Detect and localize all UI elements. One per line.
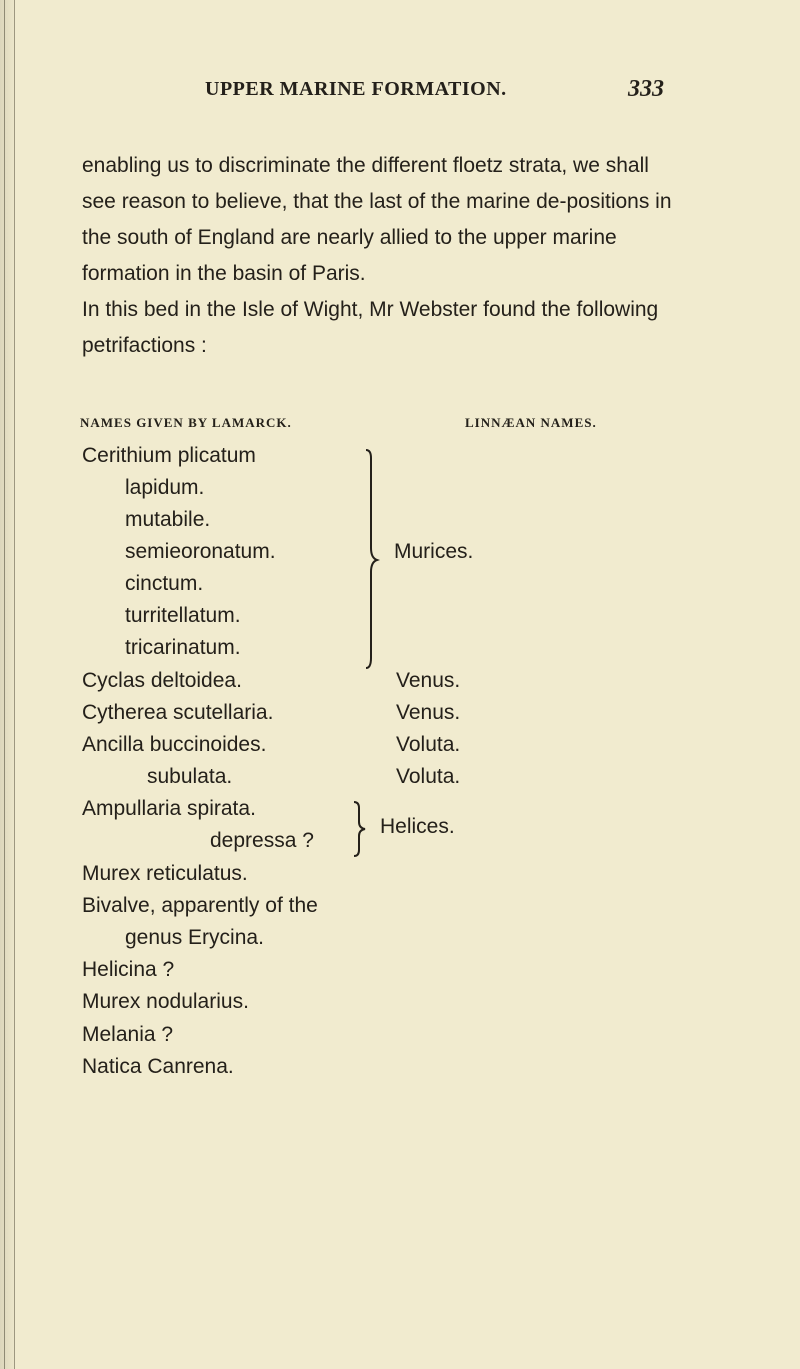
list-item: Cerithium plicatum (82, 444, 256, 467)
page-number: 333 (628, 76, 664, 102)
list-item: cinctum. (125, 572, 204, 595)
list-item-voluta: Voluta. (396, 765, 461, 788)
brace-cerithium (364, 448, 380, 670)
list-item-murices: Murices. (394, 540, 474, 563)
list-item: lapidum. (125, 476, 205, 499)
list-item-helices: Helices. (380, 815, 455, 838)
list-item-venus: Venus. (396, 701, 461, 724)
list-item: Natica Canrena. (82, 1055, 234, 1078)
column-header-lamarck: NAMES GIVEN BY LAMARCK. (80, 415, 292, 430)
list-item: subulata. (147, 765, 233, 788)
book-spine-edge (0, 0, 15, 1369)
book-spine-line (4, 0, 5, 1369)
paragraph-1: enabling us to discriminate the different floetz strata, we shall see reason to believe, that the last of the marine de-positions in the south of England are nearly allied to the upper marine formation in the basin of Paris. (82, 154, 672, 285)
list-item: Murex nodularius. (82, 990, 249, 1013)
list-item: tricarinatum. (125, 636, 241, 659)
list-item-voluta: Voluta. (396, 733, 461, 756)
list-item: turritellatum. (125, 604, 241, 627)
list-item: Cyclas deltoidea. (82, 669, 242, 692)
list-item: Ampullaria spirata. (82, 797, 256, 820)
list-item: depressa ? (210, 829, 314, 852)
list-item: mutabile. (125, 508, 211, 531)
brace-ampullaria (352, 800, 368, 858)
list-item: genus Erycina. (125, 926, 264, 949)
list-item: Ancilla buccinoides. (82, 733, 267, 756)
list-item: Melania ? (82, 1023, 174, 1046)
list-item: semieoronatum. (125, 540, 276, 563)
list-item: Murex reticulatus. (82, 862, 248, 885)
running-head: UPPER MARINE FORMATION. (205, 78, 507, 100)
list-item-venus: Venus. (396, 669, 461, 692)
list-item: Cytherea scutellaria. (82, 701, 274, 724)
column-header-linnaean: LINNÆAN NAMES. (465, 415, 597, 430)
list-item: Bivalve, apparently of the (82, 894, 318, 917)
paragraph-2: In this bed in the Isle of Wight, Mr Webster found the following petrifactions : (82, 298, 659, 357)
list-item: Helicina ? (82, 958, 175, 981)
